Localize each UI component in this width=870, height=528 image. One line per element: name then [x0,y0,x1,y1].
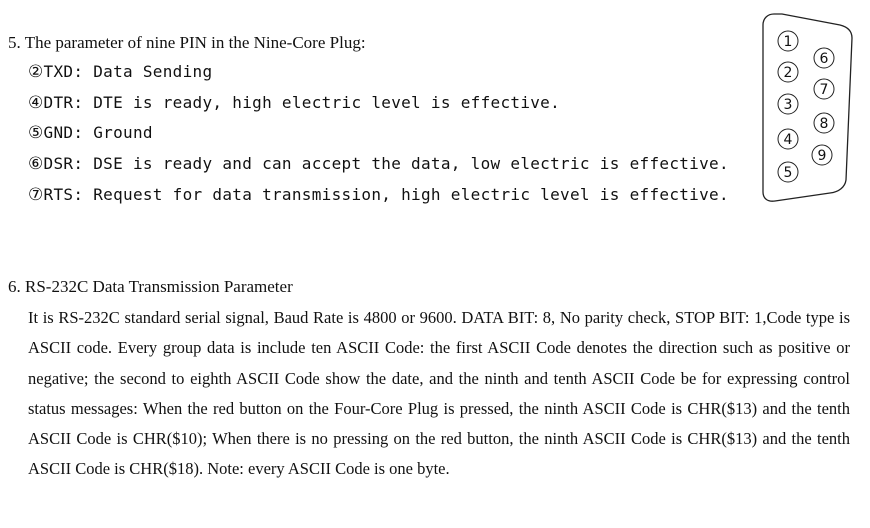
pin-line-gnd [28,123,153,143]
connector-outline [763,14,852,201]
pin-number: ⑥ [28,154,44,174]
pin-9-label: 9 [817,148,827,164]
pin-1-label: 1 [783,34,793,50]
pin-4-label: 4 [783,132,793,148]
pin-number: ② [28,62,44,82]
pin-number: ④ [28,93,44,113]
rs232c-description-paragraph: It is RS-232C standard serial signal, Baud Rate is 4800 or 9600. DATA BIT: 8, No parity check, STOP BIT: 1,Code type is ASCII code. Every group data is include ten ASCII Code: the first ASCII Code denotes the direction such as positive or negative; the second to eighth ASCII Code show the date, and the ninth and tenth ASCII Code be for expressing control status messages: When the red button on the Four-Core Plug is pressed, the ninth ASCII Code is CHR($13) and the tenth ASCII Code is CHR($10); When there is no pressing on the red button, the ninth ASCII Code is CHR($13) and the tenth ASCII Code is CHR($18). Note: every ASCII Code is one byte. [28,308,850,479]
pin-number: ⑦ [28,185,44,205]
pin-3-label: 3 [783,97,793,113]
pin-6-label: 6 [819,51,829,67]
pin-number: ⑤ [28,123,44,143]
pin-line-rts [28,185,729,205]
section-5-heading: 5. The parameter of nine PIN in the Nine-Core Plug: [8,33,366,52]
pin-description: DSR: DSE is ready and can accept the data, low electric is effective. [43,154,729,173]
pin-description: GND: Ground [43,123,153,142]
pin-description: TXD: Data Sending [43,62,213,81]
pin-line-dsr [28,154,729,174]
pin-7-label: 7 [819,82,829,98]
nine-pin-connector-diagram [758,8,858,208]
pin-description: RTS: Request for data transmission, high electric level is effective. [43,185,729,204]
pin-5-label: 5 [783,165,793,181]
pin-8-label: 8 [819,116,829,132]
pin-description: DTR: DTE is ready, high electric level is effective. [43,93,561,112]
pin-2-label: 2 [783,65,793,81]
section-6-heading: 6. RS-232C Data Transmission Parameter [8,277,293,296]
pin-line-txd [28,62,212,82]
pin-line-dtr [28,93,560,113]
